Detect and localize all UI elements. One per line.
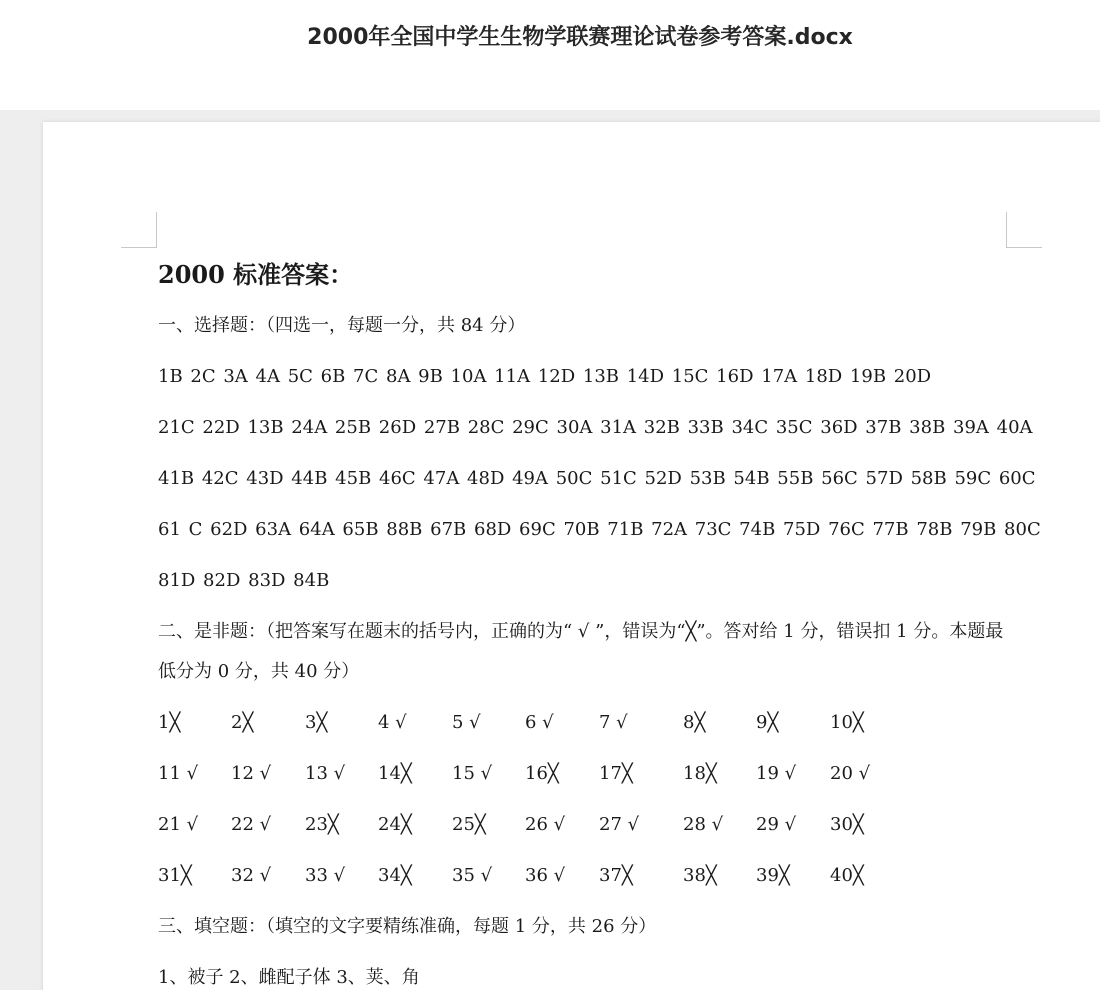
tf-answer-cell: 5 √ [452,712,481,733]
tf-answer-cell: 17╳ [599,763,633,784]
tf-answer-row [158,850,1018,901]
tf-answer-cell: 27 √ [599,814,640,835]
margin-marker-right [1006,212,1042,248]
tf-answer-cell: 20 √ [830,763,871,784]
mc-answer-row: 1B 2C 3A 4A 5C 6B 7C 8A 9B 10A 11A 12D 13B 14D 15C 16D 17A 18D 19B 20D [158,366,932,387]
tf-answer-cell: 40╳ [830,865,864,886]
tf-answer-cell: 1╳ [158,712,181,733]
tf-answer-cell: 2╳ [231,712,254,733]
tf-answer-cell: 35 √ [452,865,493,886]
tf-answer-cell: 25╳ [452,814,486,835]
tf-answer-row [158,799,1018,850]
tf-answer-cell: 9╳ [756,712,779,733]
tf-answer-cell: 3╳ [305,712,328,733]
tf-answer-cell: 7 √ [599,712,628,733]
tf-answer-cell: 15 √ [452,763,493,784]
tf-answer-cell: 29 √ [756,814,797,835]
tf-answer-row [158,697,1018,748]
fill-answer-line: 1、被子 2、雌配子体 3、荚、角 [158,967,420,988]
tf-answer-cell: 32 √ [231,865,272,886]
tf-answer-cell: 10╳ [830,712,864,733]
tf-answer-cell: 4 √ [378,712,407,733]
section1-title: 一、选择题：（四选一，每题一分，共 84 分） [158,315,526,336]
tf-answer-cell: 23╳ [305,814,339,835]
document-page [43,122,1100,990]
margin-marker-left [121,212,157,248]
mc-answer-row: 61 C 62D 63A 64A 65B 88B 67B 68D 69C 70B 71B 72A 73C 74B 75D 76C 77B 78B 79B 80C [158,519,1041,540]
tf-answer-cell: 16╳ [525,763,559,784]
document-viewer[interactable] [0,110,1100,990]
title-bar [0,0,1100,110]
tf-answer-cell: 19 √ [756,763,797,784]
tf-answer-cell: 11 √ [158,763,199,784]
tf-answer-cell: 37╳ [599,865,633,886]
tf-answer-cell: 13 √ [305,763,346,784]
tf-answer-cell: 12 √ [231,763,272,784]
mc-answer-row: 81D 82D 83D 84B [158,570,330,591]
section3-title: 三、填空题：（填空的文字要精练准确，每题 1 分，共 26 分） [158,916,657,937]
tf-answer-cell: 30╳ [830,814,864,835]
tf-answer-cell: 22 √ [231,814,272,835]
tf-answer-cell: 31╳ [158,865,192,886]
answer-heading: 2000 标准答案： [158,260,354,289]
tf-answer-row [158,748,1018,799]
tf-answer-cell: 39╳ [756,865,790,886]
document-title: 2000年全国中学生生物学联赛理论试卷参考答案.docx [307,25,853,50]
tf-answer-cell: 6 √ [525,712,554,733]
tf-answer-cell: 26 √ [525,814,566,835]
mc-answer-row: 41B 42C 43D 44B 45B 46C 47A 48D 49A 50C 51C 52D 53B 54B 55B 56C 57D 58B 59C 60C [158,468,1036,489]
document-body [158,250,1041,990]
tf-answer-cell: 21 √ [158,814,199,835]
tf-answer-cell: 38╳ [683,865,717,886]
tf-answer-cell: 18╳ [683,763,717,784]
tf-answer-cell: 28 √ [683,814,724,835]
tf-answer-cell: 24╳ [378,814,412,835]
tf-answer-cell: 36 √ [525,865,566,886]
tf-answer-cell: 33 √ [305,865,346,886]
tf-answer-cell: 34╳ [378,865,412,886]
section2-title: 二、是非题：（把答案写在题末的括号内，正确的为“ √ ”，错误为“╳”。答对给 1 分，错误扣 1 分。本题最低分为 0 分，共 40 分） [158,621,1004,682]
tf-answer-cell: 14╳ [378,763,412,784]
mc-answer-row: 21C 22D 13B 24A 25B 26D 27B 28C 29C 30A 31A 32B 33B 34C 35C 36D 37B 38B 39A 40A [158,417,1033,438]
tf-answer-cell: 8╳ [683,712,706,733]
